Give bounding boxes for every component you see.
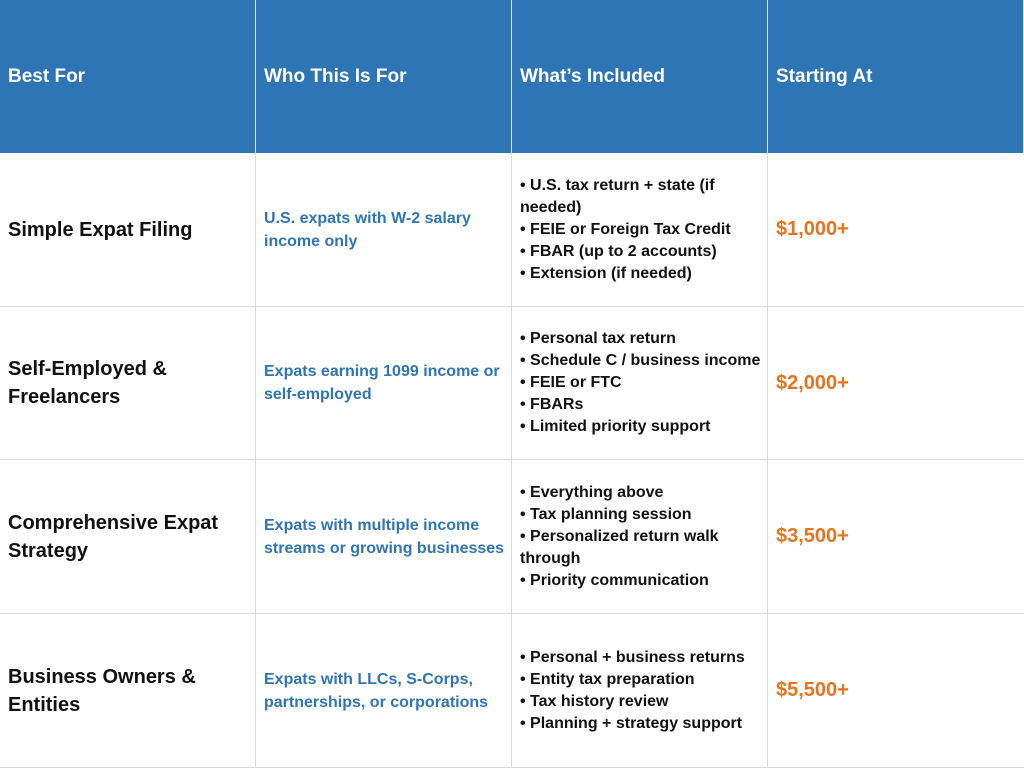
included-item: • Everything above [520, 483, 664, 501]
row-4-included-list [520, 647, 745, 735]
row-3-included-list [520, 482, 761, 592]
row-1-price: $1,000+ [768, 153, 1024, 307]
included-item: • U.S. tax return + state (if needed) [520, 176, 715, 216]
included-item: • Priority communication [520, 571, 709, 589]
included-item: • Extension (if needed) [520, 264, 692, 282]
row-2-best-for: Self-Employed & Freelancers [0, 307, 256, 460]
header-whats-included: What’s Included [512, 0, 768, 153]
row-1-included-list [520, 175, 761, 285]
included-item: • Tax planning session [520, 505, 692, 523]
row-2-who: Expats earning 1099 income or self-employed [256, 307, 512, 460]
header-starting-at: Starting At [768, 0, 1024, 153]
row-3-price: $3,500+ [768, 460, 1024, 614]
included-item: • Personal tax return [520, 330, 676, 347]
included-item: • Personal + business returns [520, 648, 745, 666]
row-1-who: U.S. expats with W-2 salary income only [256, 153, 512, 307]
row-4-who: Expats with LLCs, S-Corps, partnerships, or corporations [256, 614, 512, 768]
included-item: • FBARs [520, 396, 584, 413]
row-4-included [512, 614, 768, 768]
row-3-best-for: Comprehensive Expat Strategy [0, 460, 256, 614]
included-item: • FBAR (up to 2 accounts) [520, 242, 717, 260]
row-2-price: $2,000+ [768, 307, 1024, 460]
row-4-price: $5,500+ [768, 614, 1024, 768]
header-who-this-is-for: Who This Is For [256, 0, 512, 153]
row-1-included [512, 153, 768, 307]
row-4-best-for: Business Owners & Entities [0, 614, 256, 768]
row-3-who: Expats with multiple income streams or growing businesses [256, 460, 512, 614]
included-item: • Personalized return walk through [520, 527, 719, 567]
included-item: • FEIE or Foreign Tax Credit [520, 220, 731, 238]
row-3-included [512, 460, 768, 614]
included-item: • Schedule C / business income [520, 352, 761, 369]
included-item: • Tax history review [520, 692, 669, 710]
row-2-included [512, 307, 768, 460]
included-item: • Planning + strategy support [520, 714, 743, 732]
header-best-for: Best For [0, 0, 256, 153]
included-item: • FEIE or FTC [520, 374, 622, 391]
included-item: • Entity tax preparation [520, 670, 695, 688]
row-2-included-list [520, 328, 760, 438]
included-item: • Limited priority support [520, 418, 711, 435]
row-1-best-for: Simple Expat Filing [0, 153, 256, 307]
